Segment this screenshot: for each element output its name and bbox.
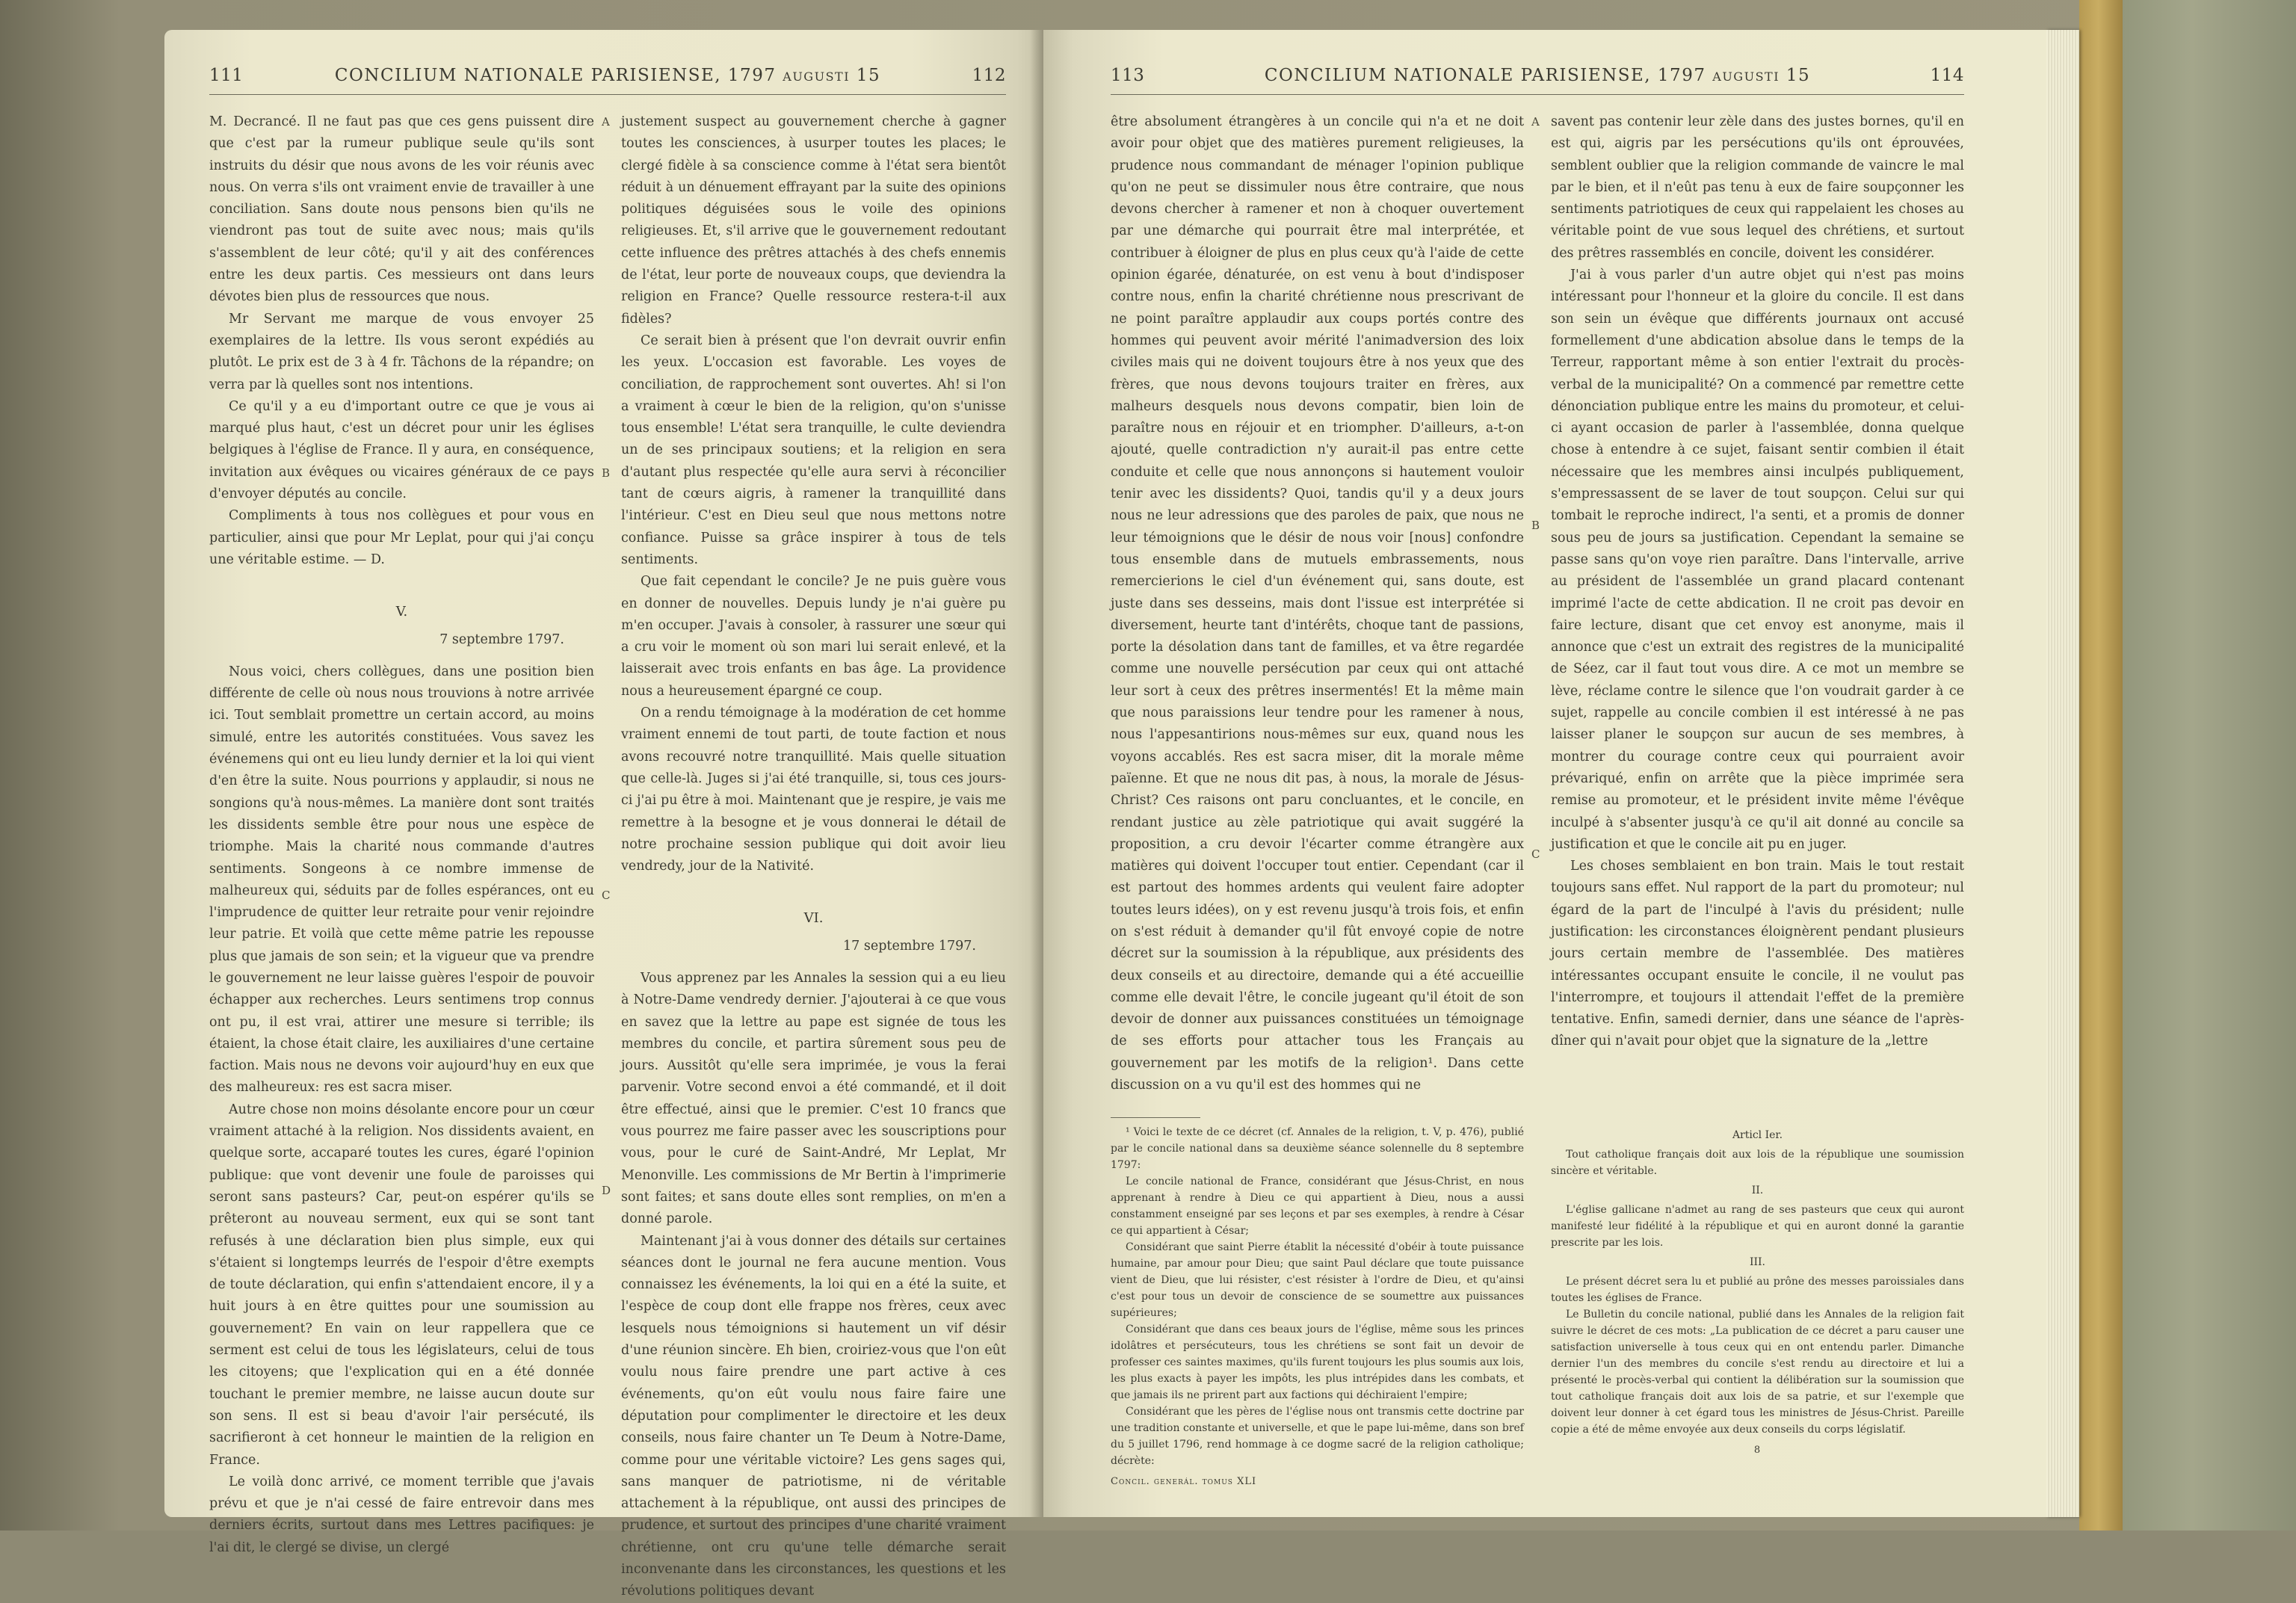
sheet-number-line [1551,1442,1964,1459]
paragraph: être absolument étrangères à un concile qui n'a et ne doit avoir pour objet que des matières purement religieuses, la prudence nous commandant de ménager l'opinion publique qu'on ne peut se dissimuler nous être contraire, que nous devons chercher à ramener et non à choquer ouvertement par une démarche qui pourrait être mal interprétée, et contribuer à éloigner de plus en plus ceux qu'à l'aide de cette opinion égarée, dénaturée, on est venu à bout d'indisposer contre nous, enfin la charité chrétienne nous prescrivant de ne point paraître applaudir aux coups portés contre des hommes qui peuvent avoir mérité l'animadversion des loix civiles mais qui ne doivent toujours être à nos yeux que des frères, que nous devons toujours traiter en frères, aux malheurs desquels nous devons compatir, bien loin de paraître nous en réjouir et en triompher. D'ailleurs, a-t-on ajouté, quelle contradiction n'y aurait-il pas entre cette conduite et celle que nous annonçons si hautement vouloir tenir avec les dissidents? Quoi, tandis qu'il y a deux jours nous ne leur adressions que des paroles de paix, que nous ne leur témoignions que le désir de nous voir [nous] confondre tous ensemble dans de mutuels embrassements, nous remercierions le ciel d'un événement qui, sans doute, est juste dans ses desseins, mais dont l'issue est interprétée si diversement, heurte tant d'intérêts, choque tant de passions, porte la désolation dans tant de familles, et va être regardée comme une nouvelle persécution par ceux qui ont attaché leur sort à ceux des prêtres insermentés! Et la même main que nous paraissions leur tendre pour les ramener à nous, nous l'appesantirions nous-mêmes sur eux, quand nous les voyons accablés. Res est sacra miser, dit la morale même païenne. Et que ne nous dit pas, à nous, la morale de Jésus-Christ? Ces raisons ont paru concluantes, et le concile, en rendant justice au zèle patriotique qui avait suggéré la proposition, a cru devoir l'écarter comme étrangère aux matières qui doivent l'occuper tout entier. Cependant (car il est partout des hommes ardents qui veulent faire adopter toutes leurs idées), on y est revenu jusqu'à trois fois, et enfin on s'est réduit à demander qu'il fût envoyé copie de notre décret sur la soumission à la république, aux présidents des deux conseils et au directoire, demande qui a été accueillie comme elle devait l'être, le concile jugeant qu'il étoit de son devoir de donner aux puissances constituées un témoignage de ses efforts pour attacher tous les Français au gouvernement par les motifs de la religion¹. Dans cette discussion on a vu qu'il est des hommes qui ne [1111,114,1524,1093]
letter-date: 17 septembre 1797. [843,938,976,954]
margin-marker-a: A [1531,115,1540,129]
paragraph: On a rendu témoignage à la modération de cet homme vraiment ennemi de tout parti, de toute faction et nous avons recouvré notre tranquillité. Mais quelle situation que celle-là. Juges si j'ai été tranquille, si, tous ces jours-ci j'ai pu être à moi. Maintenant que je respire, je vais me remettre à la besogne et je vous donnerai le détail de notre prochaine session publique qui doit avoir lieu vendredy, jour de la Nativité. [621,705,1006,874]
table-background [2123,0,2296,1531]
page-number-113: 113 [1111,66,1145,85]
paragraph: Autre chose non moins désolante encore pour un cœur vraiment attaché à la religion. Nos dissidents avaient, en quelque sorte, accaparé toutes les cures, égaré l'opinion publique: que vont devenir une foule de paroisses qui seront sans pasteurs? Car, peut-on espérer qu'ils se prêteront au nouveau serment, eux qui se sont tant refusés à une déclaration bien plus simple, eux qui s'étaient si longtemps leurrés de l'espoir d'être exempts de toute déclaration, qui enfin s'attendaient encore, il y a huit jours à en être quittes pour une soumission au gouvernement? En vain on leur rappellera que ce serment est celui de tous les législateurs, celui de tous les citoyens; que l'explication qui en a été donnée touchant le premier membre, ne laisse aucun doute sur son sens. Il est si beau d'avoir l'air persécuté, ils sacrifieront à cet honneur le maintien de la religion en France. [209,1102,594,1468]
sheet-number: 8 [1753,1445,1762,1457]
paragraph: justement suspect au gouvernement cherche à gagner toutes les consciences, à usurper toutes les places; le clergé fidèle à sa conscience comme à l'état sera bientôt réduit à un dénuement effrayant par la suite des opinions politiques déguisées sous le voile des opinions religieuses. Et, s'il arrive que le gouvernement redoutant cette influence des prêtres attachés à des chefs ennemis de l'état, leur porte de nouveaux coups, que deviendra la religion en France? Quelle ressource restera-t-il aux fidèles? [621,114,1006,327]
page-number-111: 111 [209,66,244,85]
footnote-paragraph: ¹ Voici le texte de ce décret (cf. Annales de la religion, t. V, p. 476), publié par le concile national dans sa deuxième séance solennelle du 8 septembre 1797: [1111,1126,1524,1172]
section-heading-v: V. [395,604,408,620]
footnote-rule [1111,1117,1200,1118]
paragraph: M. Decrancé. Il ne faut pas que ces gens puissent dire que c'est par la rumeur publique seule qu'ils sont instruits du désir que nous avons de les voir réunis avec nous. On verra s'ils ont vraiment envie de travailler à une conciliation. Sans doute nous pensons bien qu'ils ne viendront pas tout de suite avec nous; mais qu'ils s'assemblent de leur côté; qu'il y ait des conférences entre les deux partis. Ces messieurs ont dans leurs dévotes bien plus de ressources que nous. [209,114,594,305]
paragraph: savent pas contenir leur zèle dans des justes bornes, qu'il en est qui, aigris par les persécutions qu'ils ont éprouvées, semblent oublier que la religion commande de vaincre le mal par le bien, et il n'eût pas tenu à eux de faire soupçonner les sentiments patriotiques de ceux qui rappelaient les choses au véritable point de vue sous lequel des chrétiens, et surtout des prêtres rassemblés en concile, doivent les considérer. [1551,114,1964,261]
margin-marker-d: D [602,1184,611,1197]
paragraph: Vous apprenez par les Annales la session qui a eu lieu à Notre-Dame vendredy dernier. J'ajouterai à ce que vous en savez que la lettre au pape est signée de tous les membres du concile, et partira sûrement sous peu de jours. Aussitôt qu'elle sera imprimée, je vous la ferai parvenir. Votre second envoi a été commandé, et il doit être effectué, ainsi que le premier. C'est 10 francs que vous pourrez me faire passer avec les souscriptions pour vous, pour le curé de Saint-André, Mr Leplat, Mr Menonville. Les commissions de Mr Bertin à l'imprimerie sont faites; et sans doute elles sont remplies, on m'en a donné parole. [621,970,1006,1227]
book-binding [2079,0,2123,1531]
paragraph: Maintenant j'ai à vous donner des détails sur certaines séances dont le journal ne fera aucune mention. Vous connaissez les événements, la loi qui en a été la suite, et l'espèce de coup dont elle frappe nos frères, ceux avec lesquels nous témoignions si hautement un vif désir d'une réunion sincère. Eh bien, croiriez-vous que l'on eût voulu nous faire prendre une part active à ces événements, qu'on eût voulu nous faire faire une députation pour complimenter le directoire et les deux conseils, nous faire chanter un Te Deum à Notre-Dame, comme pour une véritable victoire? Les gens sages qui, sans manquer de patriotisme, ni de véritable attachement à la république, ont aussi des principes de prudence, et surtout des principes d'une charité vraiment chrétienne, ont cru qu'une telle démarche serait inconvenante dans les circonstances, les questions et les révolutions politiques devant [621,1233,1006,1599]
left-column-1 [209,111,594,1603]
right-page [1043,30,2046,1517]
running-title: CONCILIUM NATIONALE PARISIENSE, 1797 augusti 15 [1264,66,1811,85]
right-running-head [1111,66,1964,95]
article-heading: Articl Ier. [1732,1129,1783,1142]
right-page-columns [1111,111,1964,1096]
paragraph: Ce serait bien à présent que l'on devrait ouvrir enfin les yeux. L'occasion est favorable. Les voyes de conciliation, de rapprochement sont ouvertes. Ah! si l'on a vraiment à cœur le bien de la religion, qu'on s'unisse tous ensemble! L'état sera tranquille, le culte deviendra un de ses principaux soutiens; et la religion en sera d'autant plus respectée qu'elle aura servi à réconcilier tant de cœurs aigris, à ramener la tranquillité dans l'intérieur. C'est en Dieu seul que nous mettons notre confiance. Puisse sa grâce inspirer à tous de tels sentiments. [621,333,1006,567]
margin-marker-b: B [602,466,611,480]
paragraph: Mr Servant me marque de vous envoyer 25 exemplaires de la lettre. Ils vous seront expédiés au plutôt. Le prix est de 3 à 4 fr. Tâchons de la répandre; on verra par là quelles sont nos intentions. [209,311,594,392]
footnote-paragraph: Considérant que les pères de l'église nous ont transmis cette doctrine par une tradition constante et universelle, et que le pape lui-même, dans son bref du 5 juillet 1796, rend hommage à ce dogme sacré de la religion catholique; décrète: [1111,1406,1524,1468]
footnote-paragraph: Le Bulletin du concile national, publié dans les Annales de la religion fait suivre le décret de ces mots: „La publication de ce décret a paru causer une satisfaction universelle à tous ceux qui en ont entendu parler. Dimanche dernier l'un des membres du concile s'est rendu au directoire et lui a présenté le procès-verbal qui contient la délibération sur la soumission que tout catholique français doit aux lois de sa patrie, et sur l'exemple que doivent leur donner à cet égard tous les ministres de Jésus-Christ. Pareille copie a été de même envoyée aux deux conseils du corps législatif. [1551,1309,1964,1436]
paragraph: Ce qu'il y a eu d'important outre ce que je vous ai marqué plus haut, c'est un décret pour unir les églises belgiques à l'église de France. Il y aura, en conséquence, invitation aux évêques ou vicaires généraux de ce pays d'envoyer députés au concile. [209,398,594,502]
page-edges [2046,30,2079,1517]
paragraph: Compliments à tous nos collègues et pour vous en particulier, ainsi que pour Mr Leplat, pour qui j'ai conçu une véritable estime. — D. [209,508,594,567]
article-heading: II. [1751,1185,1764,1197]
footnote-paragraph: Considérant que saint Pierre établit la nécessité d'obéir à toute puissance humaine, par amour pour Dieu; que saint Paul déclare que toute puissance vient de Dieu, que lui résister, c'est résister à l'ordre de Dieu, et qu'ainsi c'est pour tous un devoir de conscience de se soumettre aux puissances supérieures; [1111,1241,1524,1320]
margin-marker-b: B [1531,519,1540,532]
margin-marker-a: A [602,115,610,129]
signature-line [1111,1474,1524,1490]
footnote-paragraph: L'église gallicane n'admet au rang de ses pasteurs que ceux qui auront manifesté leur fidélité à la république et qui en auront donné la garantie prescrite par les lois. [1551,1204,1964,1250]
article-heading: III. [1749,1256,1766,1269]
footnote-column-1 [1111,1124,1524,1490]
left-running-head [209,66,1006,95]
paragraph: Nous voici, chers collègues, dans une position bien différente de celle où nous nous trouvions à notre arrivée ici. Tout semblait promettre un certain accord, au moins simulé, entre les autorités constituées. Vous savez les événemens qui ont eu lieu lundy dernier et la loi qui vient d'en être la suite. Nous pourrions y applaudir, si nous ne songions qu'à nous-mêmes. La manière dont sont traités les dissidents semble être pour nous une espèce de triomphe. Mais la charité nous commande d'autres sentiments. Songeons à ce nombre immense de malheureux qui, séduits par de folles espérances, ont eu l'imprudence de quitter leur retraite pour venir rejoindre leur patrie. Et voilà que cette même patrie les repousse plus que jamais de son sein; et la vigueur que va prendre le gouvernement ne leur laisse guères l'espoir de pouvoir échapper aux recherches. Leurs sentimens trop connus ont pu, il est vrai, attirer une mesure si terrible; ils étaient, la chose était claire, les auxiliaires d'une certaine faction. Mais nous ne devons voir aujourd'huy en eux que des malheureux: res est sacra miser. [209,664,594,1096]
left-page [164,30,1043,1599]
paragraph: Le voilà donc arrivé, ce moment terrible que j'avais prévu et que je n'ai cessé de faire entrevoir dans mes derniers écrits, surtout dans mes Lettres pacifiques: je l'ai dit, le clergé se divise, un clergé [209,1474,594,1555]
paragraph: J'ai à vous parler d'un autre objet qui n'est pas moins intéressant pour l'honneur et la gloire du concile. Il est dans son sein un évêque que différents journaux ont accusé formellement d'une abdication absolue dans le temps de la Terreur, rapportant même à son entier l'extrait du procès-verbal de la municipalité? On a commencé par remettre cette dénonciation publique entre les mains du promoteur, et celui-ci ayant occasion de parler à l'assemblée, donna quelque chose à entendre à ce sujet, faisant sentir combien il était nécessaire que les membres ainsi inculpés publiquement, s'empressassent de se laver de tout soupçon. Celui sur qui tombait le reproche indirect, l'a senti, et a promis de donner sous peu de jours sa justification. Cependant la semaine se passe sans qu'on voye rien paraître. Dans l'intervalle, arrive au président de l'assemblée un grand placard contenant imprimé l'acte de cette abdication. Il ne croit pas devoir en faire lecture, disant que cet envoy est anonyme, mais il annonce que c'est un extrait des registres de la municipalité de Séez, car il faut tout vous dire. A ce mot un membre se lève, réclame contre le silence que l'on voudrait garder à ce sujet, rappelle au concile combien il est intéressé à ne pas laisser planer le soupçon sur aucun de ses membres, à montrer du courage contre ceux qui pourraient avoir prévariqué, enfin on arrête que la pièce imprimée sera remise au promoteur, et le président invite même l'évêque inculpé à s'absenter jusqu'à ce qu'il ait donné au concile sa justification et que le concile ait pu en juger. [1551,268,1964,852]
page-number-114: 114 [1930,66,1964,85]
page-number-112: 112 [972,66,1006,85]
margin-marker-c: C [602,889,611,902]
footnote-column-2 [1551,1124,1964,1490]
footnote-paragraph: Tout catholique français doit aux lois de la république une soumission sincère et véritable. [1551,1149,1964,1178]
letter-date: 7 septembre 1797. [439,631,564,647]
margin-marker-c: C [1531,847,1540,861]
right-column-2 [1531,111,1964,1096]
right-column-1 [1111,111,1524,1096]
left-column-2 [602,111,1006,1603]
paragraph: Les choses semblaient en bon train. Mais le tout restait toujours sans effet. Nul rapport de la part du promoteur; nul égard de la part de l'inculpé à l'avis du président; nulle justification: les circonstances éloignèrent pendant plusieurs jours certain membre de l'assemblée. Des matières intéressantes occupant ensuite le concile, il ne voulut pas l'interrompre, et toujours il attendait l'effet de la première tentative. Enfin, samedi dernier, dans une séance de l'après-dîner qui n'avait pour objet que la signature de la „lettre [1551,859,1964,1049]
section-heading-vi: VI. [803,910,824,927]
footnote-paragraph: Considérant que dans ces beaux jours de l'église, même sous les princes idolâtres et persécuteurs, tous les chrétiens se sont fait un devoir de professer ces saintes maximes, qu'ils furent toujours les plus soumis aux lois, les plus exacts à payer les impôts, les plus intrépides dans les combats, et que jamais ils ne prirent part aux factions qui déchiraient l'empire; [1111,1324,1524,1402]
footnote-paragraph: Le concile national de France, considérant que Jésus-Christ, en nous apprenant à rendre à Dieu ce qui appartient à Dieu, nous a aussi constamment enseigné par ses leçons et par ses exemples, à rendre à César ce qui appartient à César; [1111,1176,1524,1238]
paragraph: Que fait cependant le concile? Je ne puis guère vous en donner de nouvelles. Depuis lundy je n'ai guère pu m'en occuper. J'avais à consoler, à rassurer une sœur qui a cru voir le moment où son mari lui serait enlevé, et la laisserait avec trois enfants en bas âge. La providence nous a heureusement épargné ce coup. [621,574,1006,699]
footnote-paragraph: Le présent décret sera lu et publié au prône des messes paroissiales dans toutes les églises de France. [1551,1276,1964,1305]
signature-mark: Concil. generál. tomus XLI [1111,1476,1257,1488]
left-page-columns [209,111,1006,1603]
footnotes [1111,1124,1964,1490]
running-title: CONCILIUM NATIONALE PARISIENSE, 1797 augusti 15 [334,66,881,85]
